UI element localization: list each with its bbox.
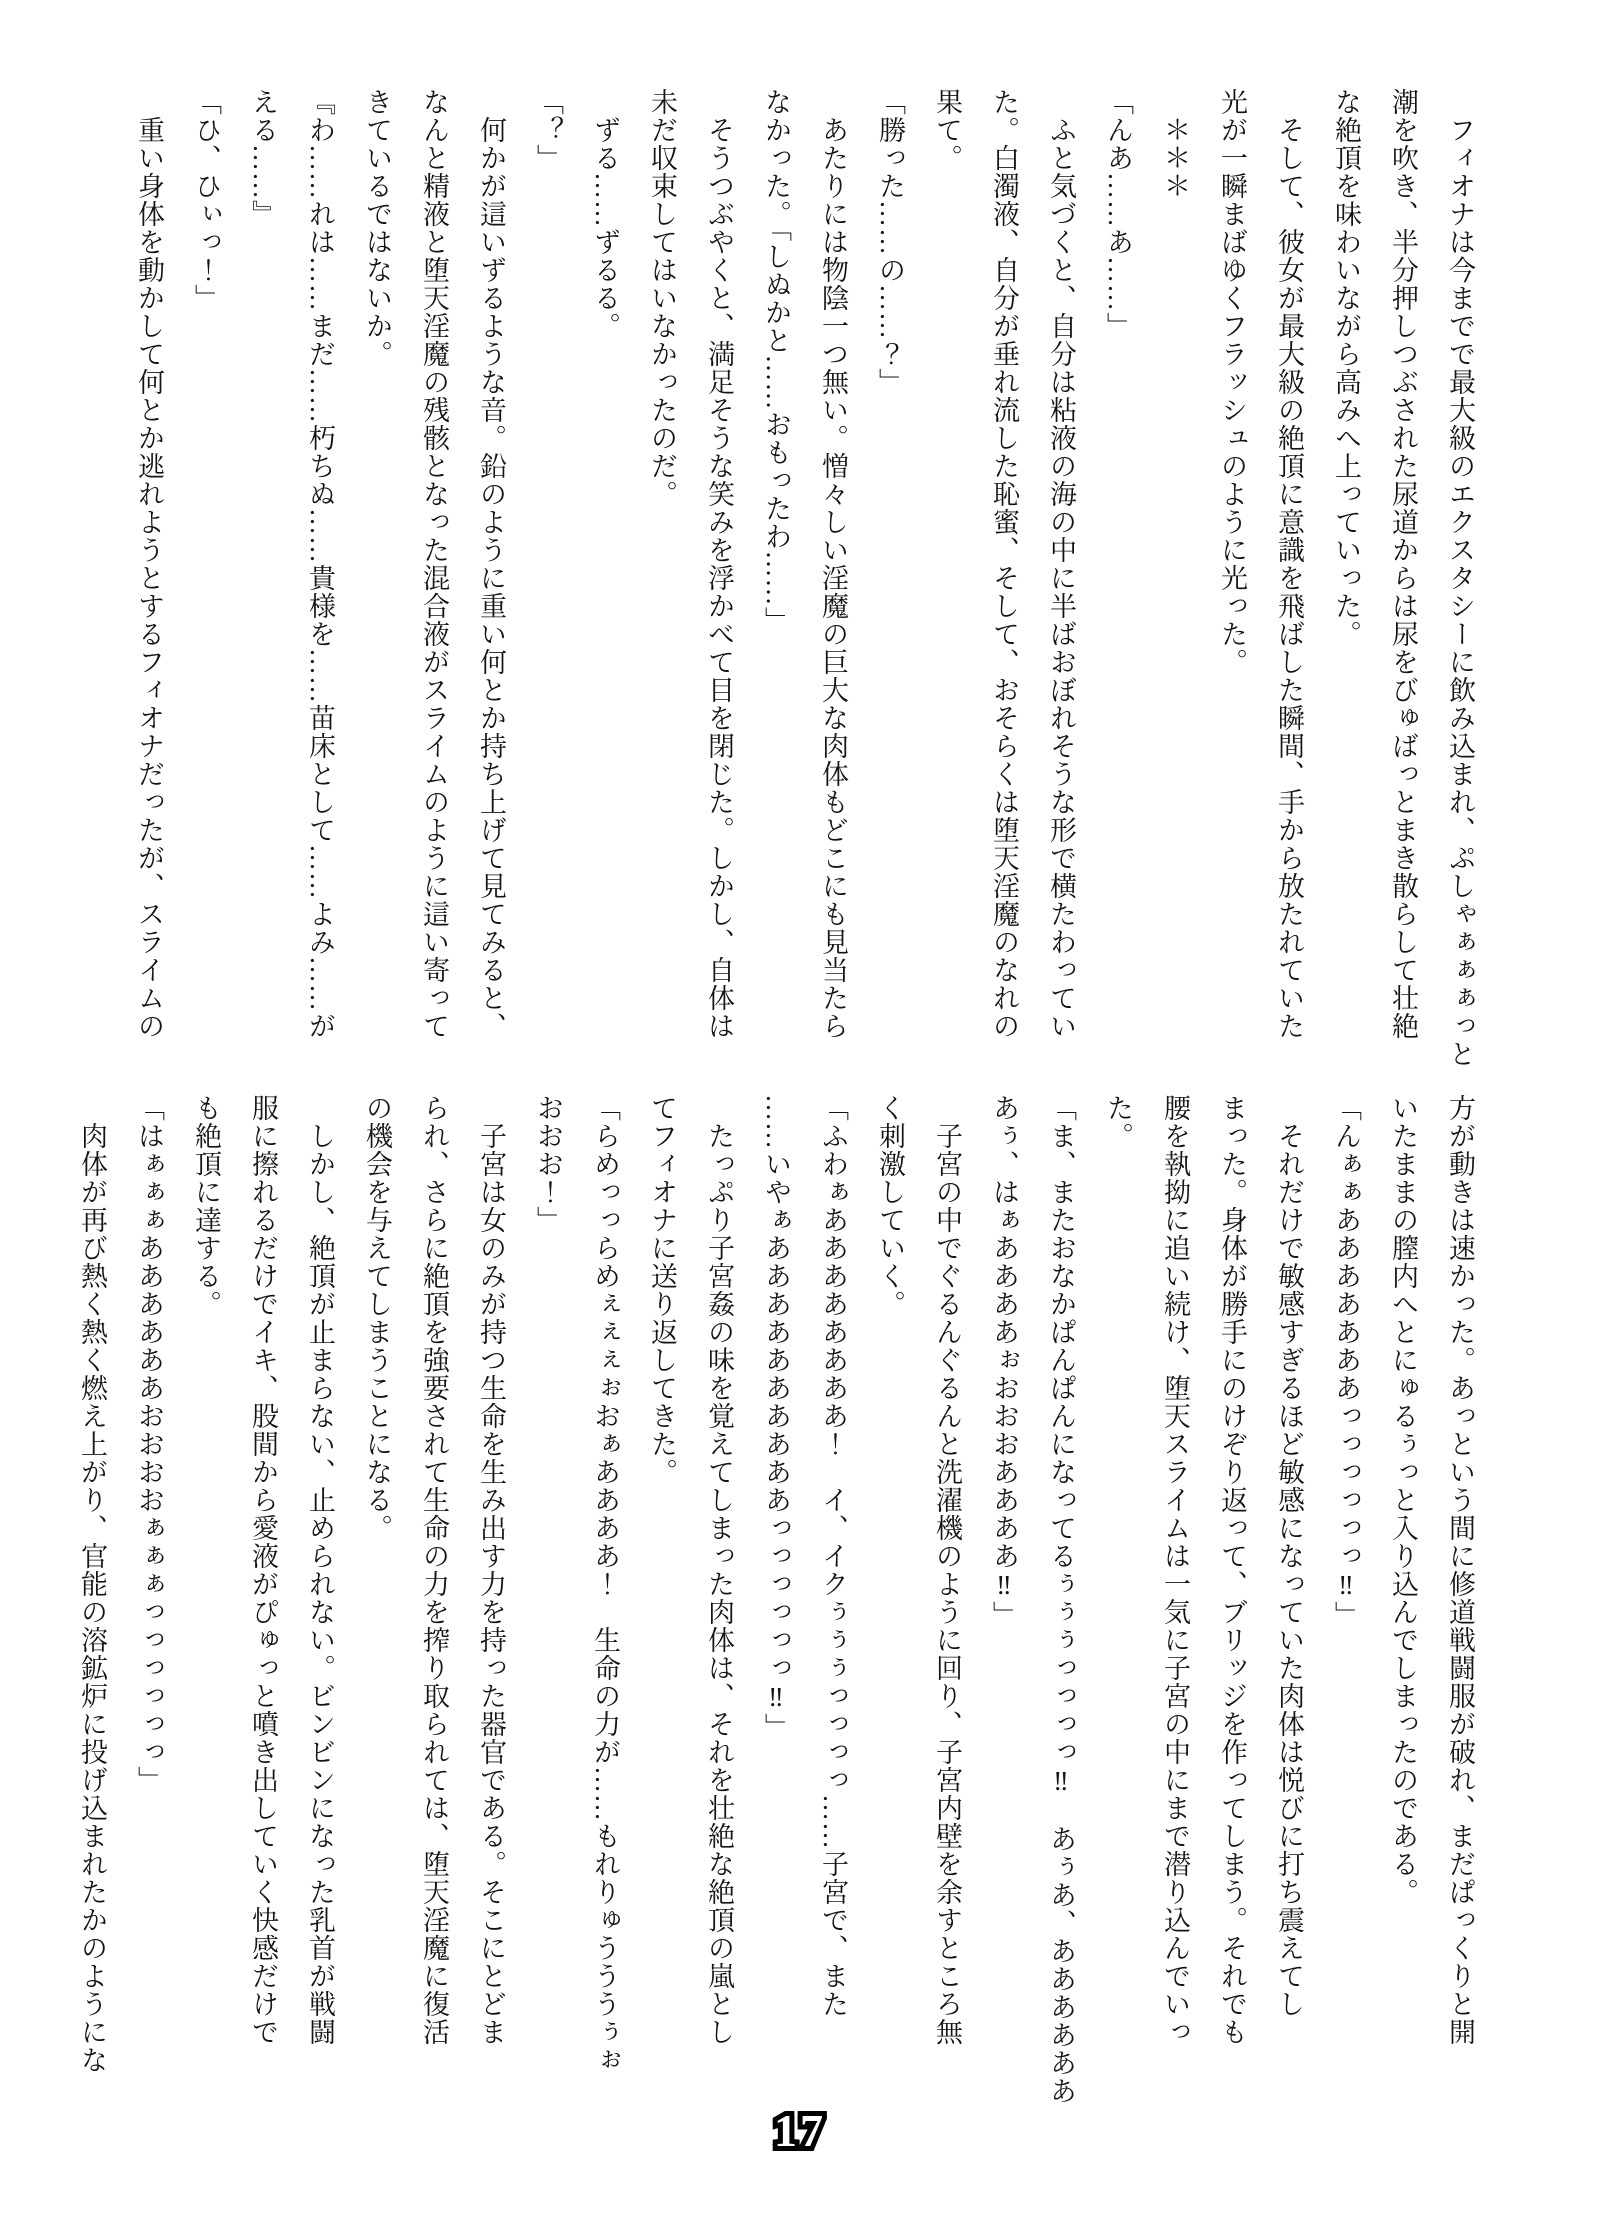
text-column: 子宮の中でぐるんぐるんと洗濯機のように回り、子宮内壁を余すところ無 [932,1094,962,2046]
text-column: ……いやぁああああああああああっっっっっっ‼」 [761,1094,791,1741]
text-column: 何かが這いずるような音。鉛のように重い何とか持ち上げて見てみると、 [476,88,506,1040]
text-column: 「らめっっらめぇぇぇぉおぁああああ！ 生命の力が……もれりゅうううぅぉ [590,1094,620,2074]
text-column: 腰を執拗に追い続け、堕天スライムは一気に子宮の中にまで潜り込んでいっ [1160,1094,1190,2046]
text-column: 「勝った……の……？」 [875,88,905,396]
text-column: える……』 [248,88,278,228]
text-column: 果て。 [932,88,962,172]
text-column: おおお！」 [533,1094,563,1234]
text-column: 未だ収束してはいなかったのだ。 [647,88,677,508]
page-number: 17 [774,2105,826,2156]
text-column: 「ま、またおなかぱんぱんになってるぅぅぅっっっっ‼ あぅあ、ああああああ [1046,1094,1076,2105]
text-column: 「？」 [533,88,563,172]
text-block-top [120,88,1488,1098]
text-column: の機会を与えてしまうことになる。 [362,1094,392,1542]
text-column: てフィオナに送り返してきた。 [647,1094,677,1486]
text-block-bottom [63,1094,1488,2104]
text-column: そして、彼女が最大級の絶頂に意識を飛ばした瞬間、手から放たれていた [1274,88,1304,1040]
text-column: 重い身体を動かして何とか逃れようとするフィオナだったが、スライムの [134,88,164,1040]
text-column: なかった。「しぬかと……おもったわ……」 [761,88,791,635]
text-column: ふと気づくと、自分は粘液の海の中に半ばおぼれそうな形で横たわってい [1046,88,1076,1040]
text-column: たっぷり子宮姦の味を覚えてしまった肉体は、それを壮絶な絶頂の嵐とし [704,1094,734,2046]
text-column: それだけで敏感すぎるほど敏感になっていた肉体は悦びに打ち震えてし [1274,1094,1304,2018]
text-column: な絶頂を味わいながら高みへ上っていった。 [1331,88,1361,648]
text-column: 「はぁぁぁああああああおおおおぁぁぁっっっっっっ」 [134,1094,164,1794]
text-column: も絶頂に達する。 [191,1094,221,1318]
text-column: 子宮は女のみが持つ生命を生み出す力を持った器官である。そこにとどま [476,1094,506,2046]
text-column: きているではないか。 [362,88,392,368]
text-column: 『わ……れは……まだ……朽ちぬ……貴様を……苗床として……よみ……が [305,88,335,1040]
text-column: あたりには物陰一つ無い。憎々しい淫魔の巨大な肉体もどこにも見当たら [818,88,848,1040]
text-column: いたままの膣内へとにゅるぅっと入り込んでしまったのである。 [1388,1094,1418,1906]
text-column: た。白濁液、自分が垂れ流した恥蜜、そして、おそらくは堕天淫魔のなれの [989,88,1019,1040]
text-column: 潮を吹き、半分押しつぶされた尿道からは尿をびゅばっとまき散らして壮絶 [1388,88,1418,1040]
text-column: まった。身体が勝手にのけぞり返って、ブリッジを作ってしまう。それでも [1217,1094,1247,2046]
text-column: そうつぶやくと、満足そうな笑みを浮かべて目を閉じた。しかし、自体は [704,88,734,1040]
text-column: なんと精液と堕天淫魔の残骸となった混合液がスライムのように這い寄って [419,88,449,1040]
text-column: られ、さらに絶頂を強要されて生命の力を搾り取られては、堕天淫魔に復活 [419,1094,449,2046]
text-column: 「んあ……あ……」 [1103,88,1133,340]
text-column: 方が動きは速かった。あっという間に修道戦闘服が破れ、まだぱっくりと開 [1445,1094,1475,2046]
text-column: フィオナは今までで最大級のエクスタシーに飲み込まれ、ぷしゃぁぁぁっと [1445,88,1475,1068]
text-column: 「ひ、ひぃっ！」 [191,88,221,312]
text-column: 「んぁぁあああああああっっっっっっ‼」 [1331,1094,1361,1629]
text-column: ずる……ずるる。 [590,88,620,340]
text-column: あぅ、はぁああああぉおおおああああ‼」 [989,1094,1019,1629]
text-column: 肉体が再び熱く熱く燃え上がり、官能の溶鉱炉に投げ込まれたかのようにな [77,1094,107,2074]
scene-break-marker: ＊＊＊ [1160,88,1190,200]
text-column: 光が一瞬まばゆくフラッシュのように光った。 [1217,88,1247,676]
text-column: た。 [1103,1094,1133,1150]
text-column: しかし、絶頂が止まらない、止められない。ビンビンになった乳首が戦闘 [305,1094,335,2046]
text-column: 服に擦れるだけでイキ、股間から愛液がぴゅっと噴き出していく快感だけで [248,1094,278,2046]
text-column: 「ふわぁああああああああ！ イ、イクぅぅぅっっっっ……子宮で、また [818,1094,848,2018]
text-column: く刺激していく。 [875,1094,905,1318]
